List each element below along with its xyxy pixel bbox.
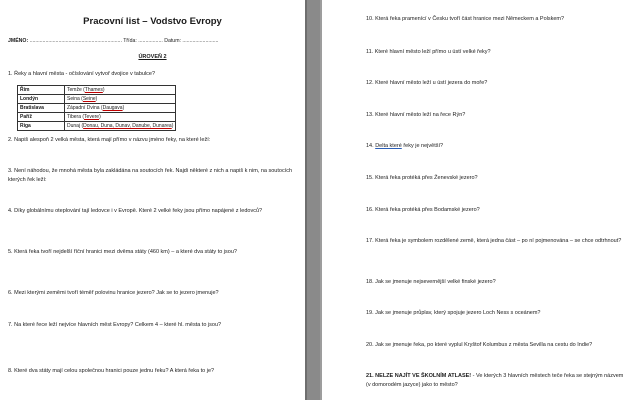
left-page [0,0,305,400]
name-class-date-line [8,38,218,44]
question-3: 3. Není náhodou, že mnohá města byla zakládána na soutocích řek. Najdi některé z nich a napiš k nim, na soutocích kterých řek leží: [8,168,293,183]
city-cell: Riga [18,122,65,131]
question-12: 12. Které hlavní město leží u ústí jezera do moře? [366,80,488,86]
river-cell: Seina (Seine) [65,95,176,104]
river-cell: Západní Dvina (Daugava) [65,104,176,113]
date-label: Datum: [164,38,181,44]
city-cell: Řím [18,86,65,95]
worksheet-title: Pracovní list – Vodstvo Evropy [83,16,222,27]
question-18: 18. Jak se jmenuje nejsevernější velké finské jezero? [366,279,496,285]
class-label: Třída: [123,38,137,44]
question-7: 7. Na které řece leží nejvíce hlavních měst Evropy? Celkem 4 – které hl. města to jsou? [8,322,222,328]
question-14: 14. Delta které řeky je největší? [366,143,444,149]
question-19: 19. Jak se jmenuje průplav, který spojuje jezero Loch Ness s oceánem? [366,310,541,316]
question-4: 4. Díky globálnímu oteplování tají ledovce i v Evropě. Které 2 velké řeky jsou přímo napájené z ledovců? [8,208,263,214]
table-row [18,86,176,95]
table-row [18,113,176,122]
level-heading: ÚROVEŇ 2 [138,54,167,60]
river-cell: Dunaj (Donau, Duna, Dunav, Danube, Dunarea) [65,122,176,131]
cities-rivers-table [17,85,176,131]
question-5: 5. Která řeka tvoří nejdelší říční hranici mezi dvěma státy (460 km) – a které dva státy to jsou? [8,249,237,255]
class-blank: ................. [138,38,163,44]
city-cell: Paříž [18,113,65,122]
question-1: 1. Řeky a hlavní města - očíslování vytvoř dvojice v tabulce? [8,71,156,77]
table-row [18,104,176,113]
river-cell: Temže (Thames) [65,86,176,95]
date-blank: ......................... [182,38,219,44]
question-2: 2. Napiš alespoň 2 velká města, která mají přímo v názvu jméno řeky, na které leží: [8,137,211,143]
table-row [18,95,176,104]
question-6: 6. Mezi kterými zeměmi tvoří téměř polovinu hranice jezero? Jak se to jezero jmenuje? [8,290,219,296]
page-gutter [305,0,322,400]
name-blank: ................................................................ [29,38,122,44]
river-cell: Tibera (Tevere) [65,113,176,122]
table-row [18,122,176,131]
city-cell: Londýn [18,95,65,104]
question-8: 8. Které dva státy mají celou společnou hranici pouze jednu řeku? A která řeka to je? [8,368,215,374]
question-21: 21. NELZE NAJÍT VE ŠKOLNÍM ATLASE! - Ve kterých 3 hlavních městech teče řeka se stejným názvem (v domorodém jazyce) jako to město? [366,373,624,388]
question-15: 15. Která řeka protéká přes Ženevské jezero? [366,175,478,181]
question-10: 10. Která řeka pramenící v Česku tvoří část hranice mezi Německem a Polskem? [366,16,565,22]
question-11: 11. Které hlavní město leží přímo u ústí velké řeky? [366,49,491,55]
question-16: 16. Která řeka protéká přes Bodamské jezero? [366,207,480,213]
delta-link: Delta které [375,143,402,149]
question-13: 13. Které hlavní město leží na řece Rýn? [366,112,466,118]
question-17: 17. Která řeka je symbolem rozdělené země, která jedna část – po ní pojmenována – se chce odtrhnout? [366,238,622,244]
question-20: 20. Jak se jmenuje řeka, po které vyplul Kryštof Kolumbus z města Sevilla na cestu do Indie? [366,342,593,348]
right-page [322,0,632,400]
city-cell: Bratislava [18,104,65,113]
name-label: JMÉNO: [8,38,29,44]
